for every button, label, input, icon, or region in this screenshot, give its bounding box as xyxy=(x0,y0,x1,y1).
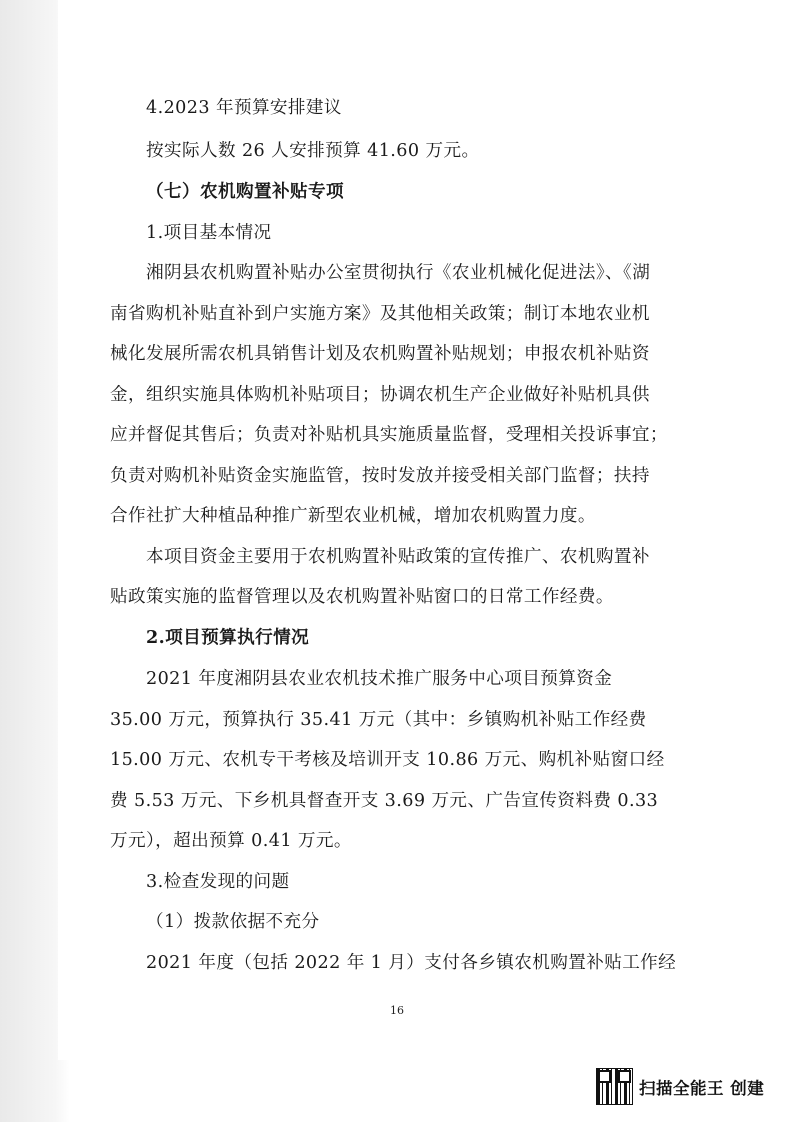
body-line: 负责对购机补贴资金实施监管，按时发放并接受相关部门监督；扶持 xyxy=(110,466,650,486)
body-line: 15.00 万元、农机专干考核及培训开支 10.86 万元、购机补贴窗口经 xyxy=(110,750,665,770)
body-line: 2021 年度湘阴县农业农机技术推广服务中心项目预算资金 xyxy=(146,669,613,689)
subsection-heading-issues-found: 3.检查发现的问题 xyxy=(146,872,290,892)
qr-code-icon xyxy=(596,1068,633,1105)
subsection-heading-budget-execution: 2.项目预算执行情况 xyxy=(146,627,310,648)
body-line: 2021 年度（包括 2022 年 1 月）支付各乡镇农机购置补贴工作经 xyxy=(146,953,677,973)
body-line: 湘阴县农机购置补贴办公室贯彻执行《农业机械化促进法》、《湖 xyxy=(146,263,651,283)
section-heading-2023-budget: 4.2023 年预算安排建议 xyxy=(146,98,342,118)
scanner-watermark xyxy=(596,1068,764,1105)
body-line: 金，组织实施具体购机补贴项目；协调农机生产企业做好补贴机具供 xyxy=(110,385,650,405)
body-line: 费 5.53 万元、下乡机具督查开支 3.69 万元、广告宣传资料费 0.33 xyxy=(110,791,659,811)
body-line: 万元），超出预算 0.41 万元。 xyxy=(110,831,352,851)
body-line: 35.00 万元，预算执行 35.41 万元（其中：乡镇购机补贴工作经费 xyxy=(110,710,647,730)
body-line: 按实际人数 26 人安排预算 41.60 万元。 xyxy=(146,141,480,161)
subsection-heading-project-info: 1.项目基本情况 xyxy=(146,223,272,243)
body-line: 贴政策实施的监督管理以及农机购置补贴窗口的日常工作经费。 xyxy=(110,587,614,607)
document-page xyxy=(58,0,793,1060)
body-line: 械化发展所需农机具销售计划及农机购置补贴规划；申报农机补贴资 xyxy=(110,344,650,364)
subsection-heading-funding-basis: （1）拨款依据不充分 xyxy=(146,912,320,932)
body-line: 合作社扩大种植品种推广新型农业机械，增加农机购置力度。 xyxy=(110,506,596,526)
body-line: 南省购机补贴直补到户实施方案》及其他相关政策；制订本地农业机 xyxy=(110,304,650,324)
body-line: 本项目资金主要用于农机购置补贴政策的宣传推广、农机购置补 xyxy=(146,547,650,567)
page-number: 16 xyxy=(390,1004,404,1017)
body-line: 应并督促其售后；负责对补贴机具实施质量监督，受理相关投诉事宜； xyxy=(110,425,668,445)
section-heading-agri-machinery-subsidy: （七）农机购置补贴专项 xyxy=(146,181,344,202)
watermark-text: 扫描全能王 创建 xyxy=(639,1078,765,1098)
